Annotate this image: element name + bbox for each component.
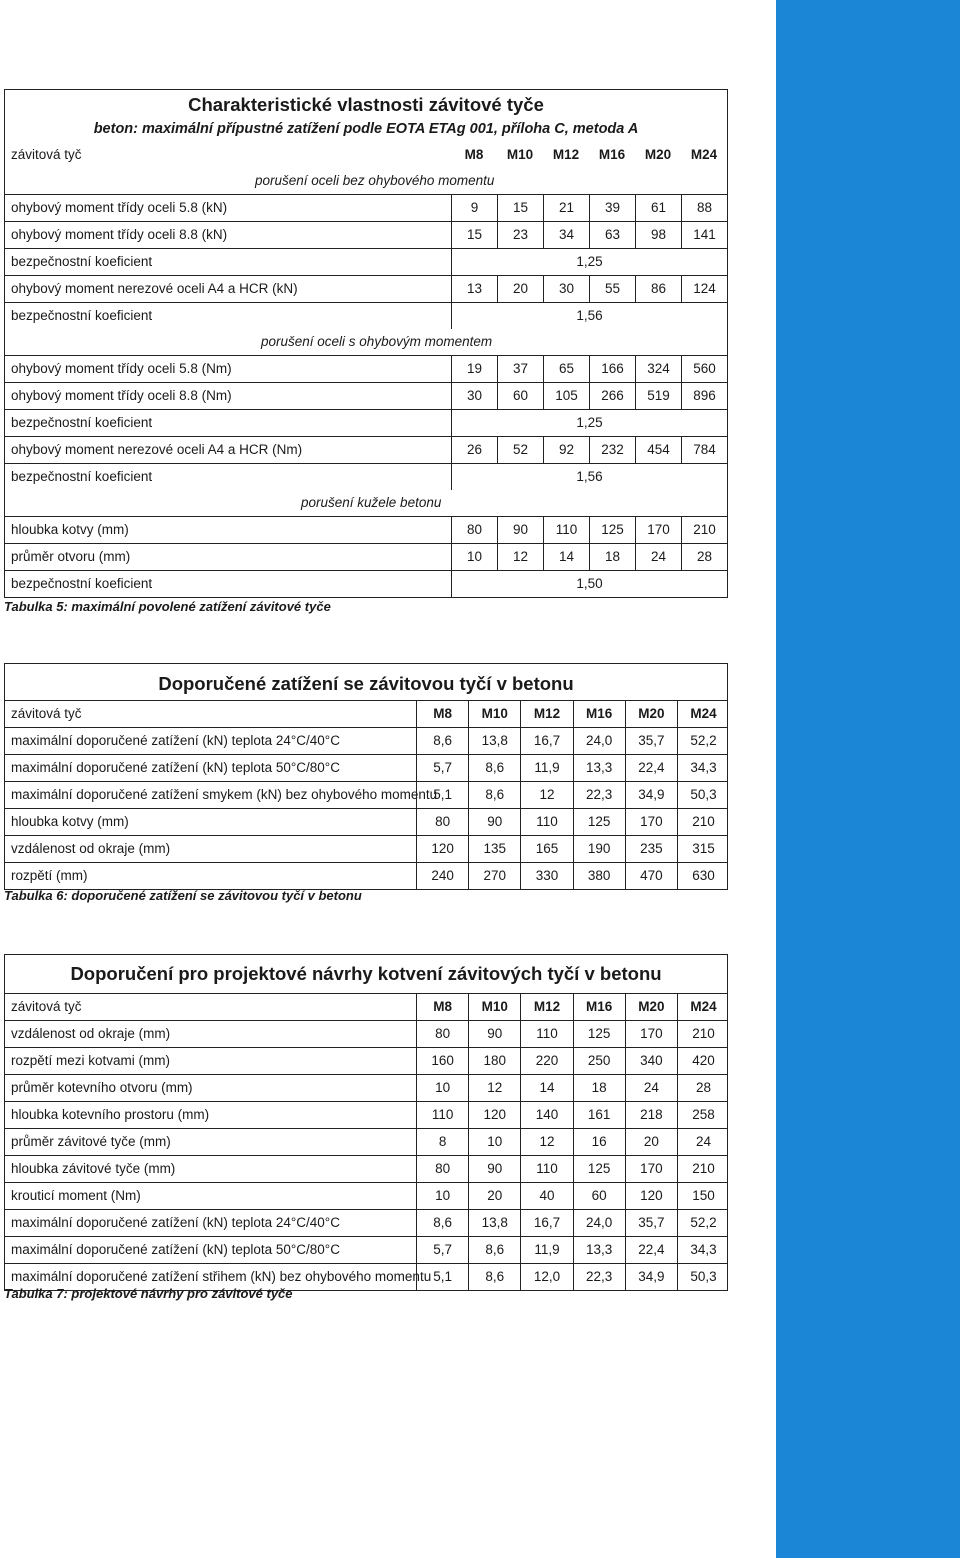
row-cells [451, 276, 727, 302]
value-cell: 120 [416, 836, 468, 862]
value-cell: 8,6 [468, 1264, 520, 1290]
table-5-body [5, 142, 727, 597]
row-label: maximální doporučené zatížení (kN) teplota 50°C/80°C [11, 1242, 340, 1257]
value-cell: 60 [573, 1183, 625, 1209]
value-cell: 266 [589, 383, 635, 409]
value-cell: 220 [520, 1048, 572, 1074]
column-header: M16 [573, 701, 625, 727]
table-row [5, 862, 727, 889]
value-cell: 330 [520, 863, 572, 889]
value-cell: 88 [681, 195, 727, 221]
column-header: M12 [520, 994, 572, 1020]
row-label: maximální doporučené zatížení (kN) teplota 50°C/80°C [11, 760, 340, 775]
value-cell: 55 [589, 276, 635, 302]
value-cell: 90 [497, 517, 543, 543]
value-cell: 250 [573, 1048, 625, 1074]
value-cell: 22,4 [625, 755, 677, 781]
table-row [5, 409, 727, 436]
column-header: M20 [625, 701, 677, 727]
column-header: M10 [468, 701, 520, 727]
row-label: ohybový moment třídy oceli 8.8 (kN) [11, 227, 228, 242]
table-row [5, 1236, 727, 1263]
value-cell: 232 [589, 437, 635, 463]
column-header: M10 [468, 994, 520, 1020]
value-cell: 135 [468, 836, 520, 862]
blue-side-band [776, 0, 960, 1558]
value-cell: 165 [520, 836, 572, 862]
row-label: hloubka kotevního prostoru (mm) [11, 1107, 210, 1122]
table-row [5, 1209, 727, 1236]
table-row [5, 1074, 727, 1101]
row-cells [451, 383, 727, 409]
value-cell: 90 [468, 1021, 520, 1047]
value-cell: 110 [520, 1156, 572, 1182]
row-label: ohybový moment třídy oceli 5.8 (Nm) [11, 361, 232, 376]
header-cells [451, 142, 727, 168]
row-label: ohybový moment třídy oceli 5.8 (kN) [11, 200, 228, 215]
section-heading [5, 168, 727, 194]
value-cell: 40 [520, 1183, 572, 1209]
row-cells [416, 809, 729, 835]
value-cell: 180 [468, 1048, 520, 1074]
table-row [5, 221, 727, 248]
value-cell: 30 [543, 276, 589, 302]
value-cell: 16 [573, 1129, 625, 1155]
table-row [5, 1020, 727, 1047]
value-cell: 124 [681, 276, 727, 302]
value-cell: 10 [451, 544, 497, 570]
table-row [5, 436, 727, 463]
row-cells [416, 1237, 729, 1263]
value-cell: 35,7 [625, 1210, 677, 1236]
table-row [5, 1101, 727, 1128]
value-cell: 12 [520, 782, 572, 808]
table-row [5, 1047, 727, 1074]
column-header: M20 [625, 994, 677, 1020]
row-cells [451, 437, 727, 463]
value-cell: 34,3 [677, 1237, 729, 1263]
row-cells [416, 1048, 729, 1074]
value-cell: 26 [451, 437, 497, 463]
value-cell: 92 [543, 437, 589, 463]
value-cell: 315 [677, 836, 729, 862]
table-row [5, 808, 727, 835]
value-cell: 258 [677, 1102, 729, 1128]
value-cell: 125 [573, 809, 625, 835]
row-label: hloubka závitové tyče (mm) [11, 1161, 176, 1176]
value-cell: 170 [625, 1156, 677, 1182]
value-cell: 270 [468, 863, 520, 889]
value-cell: 120 [468, 1102, 520, 1128]
value-cell: 340 [625, 1048, 677, 1074]
value-cell: 5,7 [416, 1237, 468, 1263]
table-row [5, 302, 727, 329]
table-row [5, 1128, 727, 1155]
value-cell: 14 [543, 544, 589, 570]
value-cell: 34,9 [625, 782, 677, 808]
value-cell: 5,1 [416, 782, 468, 808]
row-label: průměr otvoru (mm) [11, 549, 131, 564]
row-label: vzdálenost od okraje (mm) [11, 1026, 171, 1041]
value-cell: 80 [416, 809, 468, 835]
value-cell: 5,7 [416, 755, 468, 781]
value-cell: 18 [573, 1075, 625, 1101]
value-cell: 63 [589, 222, 635, 248]
value-cell: 21 [543, 195, 589, 221]
row-cells [451, 222, 727, 248]
table-5 [4, 89, 728, 598]
merged-value-cell: 1,50 [451, 571, 727, 597]
row-label: ohybový moment nerezové oceli A4 a HCR (Nm) [11, 442, 303, 457]
table-row [5, 194, 727, 221]
value-cell: 630 [677, 863, 729, 889]
value-cell: 10 [416, 1183, 468, 1209]
section-heading [5, 329, 727, 355]
value-cell: 210 [681, 517, 727, 543]
table-row [5, 570, 727, 597]
value-cell: 80 [451, 517, 497, 543]
value-cell: 218 [625, 1102, 677, 1128]
row-cells [416, 1021, 729, 1047]
table-row [5, 248, 727, 275]
value-cell: 125 [573, 1021, 625, 1047]
value-cell: 8,6 [416, 1210, 468, 1236]
value-cell: 34,9 [625, 1264, 677, 1290]
row-cells [451, 464, 727, 490]
value-cell: 60 [497, 383, 543, 409]
row-label: bezpečnostní koeficient [11, 576, 153, 591]
value-cell: 8,6 [416, 728, 468, 754]
value-cell: 170 [635, 517, 681, 543]
table-5-caption: Tabulka 5: maximální povolené zatížení závitové tyče [4, 599, 331, 614]
column-header: M10 [506, 147, 534, 162]
value-cell: 24 [625, 1075, 677, 1101]
value-cell: 50,3 [677, 782, 729, 808]
header-cells [416, 701, 729, 727]
value-cell: 61 [635, 195, 681, 221]
value-cell: 120 [625, 1183, 677, 1209]
value-cell: 15 [451, 222, 497, 248]
value-cell: 12 [468, 1075, 520, 1101]
row-cells [416, 1075, 729, 1101]
value-cell: 11,9 [520, 1237, 572, 1263]
table-6-body [5, 700, 727, 889]
value-cell: 18 [589, 544, 635, 570]
section-heading-text: porušení oceli s ohybovým momentem [261, 334, 493, 349]
value-cell: 235 [625, 836, 677, 862]
value-cell: 210 [677, 1156, 729, 1182]
row-label: maximální doporučené zatížení střihem (kN) bez ohybového momentu [11, 1269, 432, 1284]
value-cell: 13,8 [468, 1210, 520, 1236]
value-cell: 105 [543, 383, 589, 409]
value-cell: 519 [635, 383, 681, 409]
row-label: rozpětí mezi kotvami (mm) [11, 1053, 171, 1068]
header-row [5, 993, 727, 1020]
value-cell: 210 [677, 1021, 729, 1047]
value-cell: 90 [468, 1156, 520, 1182]
value-cell: 35,7 [625, 728, 677, 754]
value-cell: 160 [416, 1048, 468, 1074]
table-row [5, 1182, 727, 1209]
row-label: průměr kotevního otvoru (mm) [11, 1080, 193, 1095]
table-row [5, 355, 727, 382]
value-cell: 20 [625, 1129, 677, 1155]
value-cell: 170 [625, 809, 677, 835]
column-header: M12 [520, 701, 572, 727]
value-cell: 52,2 [677, 728, 729, 754]
value-cell: 20 [497, 276, 543, 302]
value-cell: 16,7 [520, 1210, 572, 1236]
table-5-box [4, 89, 728, 598]
value-cell: 37 [497, 356, 543, 382]
value-cell: 454 [635, 437, 681, 463]
value-cell: 13 [451, 276, 497, 302]
value-cell: 52,2 [677, 1210, 729, 1236]
row-label: vzdálenost od okraje (mm) [11, 841, 171, 856]
value-cell: 8,6 [468, 755, 520, 781]
value-cell: 10 [416, 1075, 468, 1101]
row-label: bezpečnostní koeficient [11, 254, 153, 269]
value-cell: 24 [677, 1129, 729, 1155]
column-header: M8 [464, 147, 484, 162]
value-cell: 110 [520, 1021, 572, 1047]
row-cells [416, 755, 729, 781]
column-header: M24 [677, 994, 729, 1020]
header-row [5, 700, 727, 727]
value-cell: 125 [573, 1156, 625, 1182]
row-label: krouticí moment (Nm) [11, 1188, 141, 1203]
value-cell: 98 [635, 222, 681, 248]
value-cell: 125 [589, 517, 635, 543]
row-cells [416, 782, 729, 808]
row-label: rozpětí (mm) [11, 868, 88, 883]
value-cell: 324 [635, 356, 681, 382]
table-7-box [4, 954, 728, 1291]
value-cell: 470 [625, 863, 677, 889]
value-cell: 8,6 [468, 782, 520, 808]
row-cells [451, 544, 727, 570]
row-label: průměr závitové tyče (mm) [11, 1134, 171, 1149]
value-cell: 110 [520, 809, 572, 835]
header-label: závitová tyč [11, 706, 82, 721]
value-cell: 896 [681, 383, 727, 409]
value-cell: 10 [468, 1129, 520, 1155]
value-cell: 13,3 [573, 1237, 625, 1263]
table-6 [4, 663, 728, 890]
header-label: závitová tyč [11, 999, 82, 1014]
value-cell: 560 [681, 356, 727, 382]
value-cell: 11,9 [520, 755, 572, 781]
table-6-title: Doporučené zatížení se závitovou tyčí v betonu [158, 673, 574, 694]
table-7-body [5, 993, 727, 1290]
section-heading [5, 490, 727, 516]
value-cell: 28 [677, 1075, 729, 1101]
row-label: hloubka kotvy (mm) [11, 814, 129, 829]
value-cell: 80 [416, 1156, 468, 1182]
row-label: ohybový moment třídy oceli 8.8 (Nm) [11, 388, 232, 403]
value-cell: 24,0 [573, 728, 625, 754]
row-cells [416, 728, 729, 754]
value-cell: 380 [573, 863, 625, 889]
row-cells [451, 356, 727, 382]
row-cells [451, 303, 727, 329]
value-cell: 34 [543, 222, 589, 248]
row-cells [416, 863, 729, 889]
row-cells [416, 1129, 729, 1155]
table-7-title: Doporučení pro projektové návrhy kotvení závitových tyčí v betonu [70, 963, 662, 984]
value-cell: 16,7 [520, 728, 572, 754]
row-cells [416, 1102, 729, 1128]
section-heading-text: porušení kužele betonu [301, 495, 442, 510]
value-cell: 13,8 [468, 728, 520, 754]
value-cell: 19 [451, 356, 497, 382]
column-header: M12 [552, 147, 580, 162]
value-cell: 110 [543, 517, 589, 543]
value-cell: 34,3 [677, 755, 729, 781]
value-cell: 161 [573, 1102, 625, 1128]
merged-value-cell: 1,25 [451, 410, 727, 436]
value-cell: 22,3 [573, 1264, 625, 1290]
table-row [5, 835, 727, 862]
table-7 [4, 954, 728, 1291]
value-cell: 110 [416, 1102, 468, 1128]
column-header: M16 [573, 994, 625, 1020]
value-cell: 24 [635, 544, 681, 570]
value-cell: 65 [543, 356, 589, 382]
row-label: maximální doporučené zatížení (kN) teplota 24°C/40°C [11, 1215, 340, 1230]
value-cell: 80 [416, 1021, 468, 1047]
value-cell: 28 [681, 544, 727, 570]
row-label: bezpečnostní koeficient [11, 308, 153, 323]
table-7-caption: Tabulka 7: projektové návrhy pro závitové tyče [4, 1286, 293, 1301]
table-5-title: Charakteristické vlastnosti závitové tyče [188, 94, 544, 115]
table-row [5, 543, 727, 570]
value-cell: 22,3 [573, 782, 625, 808]
table-row [5, 463, 727, 490]
section-heading-text: porušení oceli bez ohybového momentu [255, 173, 495, 188]
value-cell: 12 [497, 544, 543, 570]
row-cells [416, 1210, 729, 1236]
row-cells [416, 1264, 729, 1290]
value-cell: 170 [625, 1021, 677, 1047]
value-cell: 24,0 [573, 1210, 625, 1236]
merged-value-cell: 1,56 [451, 464, 727, 490]
value-cell: 150 [677, 1183, 729, 1209]
table-row [5, 516, 727, 543]
value-cell: 166 [589, 356, 635, 382]
value-cell: 210 [677, 809, 729, 835]
column-header: M24 [677, 701, 729, 727]
value-cell: 30 [451, 383, 497, 409]
table-6-caption: Tabulka 6: doporučené zatížení se závitovou tyčí v betonu [4, 888, 362, 903]
table-row [5, 275, 727, 302]
value-cell: 23 [497, 222, 543, 248]
value-cell: 8,6 [468, 1237, 520, 1263]
value-cell: 52 [497, 437, 543, 463]
value-cell: 15 [497, 195, 543, 221]
row-cells [451, 249, 727, 275]
row-label: bezpečnostní koeficient [11, 415, 153, 430]
value-cell: 86 [635, 276, 681, 302]
header-row [5, 142, 727, 168]
row-cells [416, 836, 729, 862]
value-cell: 190 [573, 836, 625, 862]
value-cell: 784 [681, 437, 727, 463]
value-cell: 8 [416, 1129, 468, 1155]
value-cell: 5,1 [416, 1264, 468, 1290]
row-cells [451, 571, 727, 597]
header-label: závitová tyč [11, 147, 82, 162]
merged-value-cell: 1,25 [451, 249, 727, 275]
column-header: M8 [416, 701, 468, 727]
value-cell: 140 [520, 1102, 572, 1128]
table-row [5, 754, 727, 781]
value-cell: 12,0 [520, 1264, 572, 1290]
row-label: maximální doporučené zatížení (kN) teplota 24°C/40°C [11, 733, 340, 748]
table-row [5, 781, 727, 808]
header-cells [416, 994, 729, 1020]
column-header: M24 [690, 147, 718, 162]
column-header: M16 [598, 147, 626, 162]
table-row [5, 1155, 727, 1182]
value-cell: 9 [451, 195, 497, 221]
merged-value-cell: 1,56 [451, 303, 727, 329]
row-label: hloubka kotvy (mm) [11, 522, 129, 537]
table-5-subtitle: beton: maximální přípustné zatížení podle EOTA ETAg 001, příloha C, metoda A [93, 121, 639, 137]
value-cell: 20 [468, 1183, 520, 1209]
value-cell: 90 [468, 809, 520, 835]
value-cell: 22,4 [625, 1237, 677, 1263]
value-cell: 240 [416, 863, 468, 889]
row-cells [451, 410, 727, 436]
value-cell: 13,3 [573, 755, 625, 781]
value-cell: 50,3 [677, 1264, 729, 1290]
value-cell: 39 [589, 195, 635, 221]
column-header: M8 [416, 994, 468, 1020]
row-cells [451, 517, 727, 543]
column-header: M20 [644, 147, 672, 162]
value-cell: 141 [681, 222, 727, 248]
value-cell: 14 [520, 1075, 572, 1101]
row-label: maximální doporučené zatížení smykem (kN) bez ohybového momentu [11, 787, 438, 802]
row-cells [416, 1183, 729, 1209]
row-label: bezpečnostní koeficient [11, 469, 153, 484]
value-cell: 12 [520, 1129, 572, 1155]
row-cells [416, 1156, 729, 1182]
value-cell: 420 [677, 1048, 729, 1074]
table-row [5, 382, 727, 409]
table-6-box [4, 663, 728, 890]
table-row [5, 727, 727, 754]
row-cells [451, 195, 727, 221]
row-label: ohybový moment nerezové oceli A4 a HCR (kN) [11, 281, 298, 296]
